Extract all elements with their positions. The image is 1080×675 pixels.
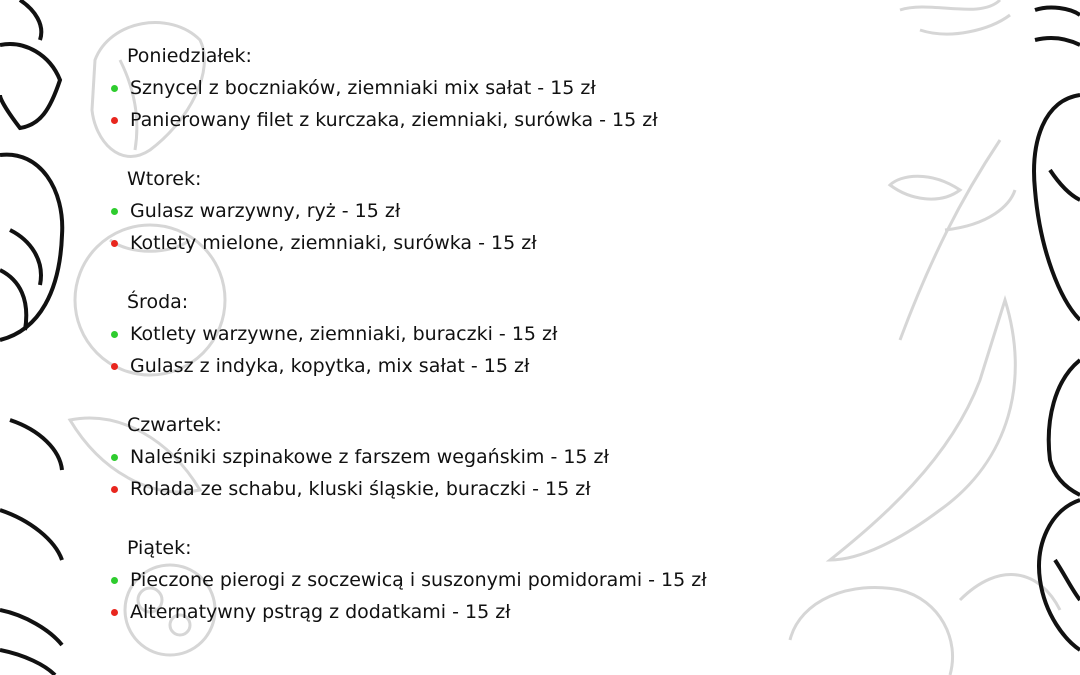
meat-bullet-icon — [111, 240, 118, 247]
day-monday — [111, 40, 871, 136]
day-title: Środa: — [127, 291, 189, 313]
weekly-lunch-menu — [111, 40, 871, 655]
tomato-sketch-icon — [0, 155, 62, 340]
dish-item — [111, 104, 871, 136]
dish-label: Pieczone pierogi z soczewicą i suszonymi pomidorami - 15 zł — [130, 569, 707, 591]
vegetarian-bullet-icon — [111, 577, 118, 584]
dish-item — [111, 441, 871, 473]
dish-label: Sznycel z boczniaków, ziemniaki mix sałat - 15 zł — [130, 77, 596, 99]
dish-item — [111, 227, 871, 259]
chili-pepper-sketch-icon — [1049, 360, 1080, 495]
day-title: Czwartek: — [127, 414, 222, 436]
day-tuesday — [111, 163, 871, 259]
garlic-sketch-icon — [0, 610, 62, 675]
pepper-sketch-icon — [1035, 8, 1080, 45]
dish-label: Rolada ze schabu, kluski śląskie, buraczki - 15 zł — [130, 478, 591, 500]
meat-bullet-icon — [111, 117, 118, 124]
vegetarian-bullet-icon — [111, 85, 118, 92]
dish-item — [111, 318, 871, 350]
dish-label: Naleśniki szpinakowe z farszem wegańskim - 15 zł — [130, 446, 609, 468]
mushroom-sketch-icon — [0, 0, 60, 128]
tomato-sketch-icon — [1034, 95, 1080, 320]
day-title: Poniedziałek: — [127, 45, 252, 67]
dish-label: Gulasz warzywny, ryż - 15 zł — [130, 200, 401, 222]
dish-label: Kotlety mielone, ziemniaki, surówka - 15 zł — [130, 232, 537, 254]
day-friday — [111, 532, 871, 628]
dish-label: Kotlety warzywne, ziemniaki, buraczki - 15 zł — [130, 323, 558, 345]
meat-bullet-icon — [111, 486, 118, 493]
dish-item — [111, 596, 871, 628]
dish-label: Panierowany filet z kurczaka, ziemniaki, surówka - 15 zł — [130, 109, 658, 131]
dish-item — [111, 350, 871, 382]
pepper-sketch-icon — [900, 0, 1010, 34]
dish-item — [111, 564, 871, 596]
dish-label: Gulasz z indyka, kopytka, mix sałat - 15 zł — [130, 355, 530, 377]
dish-label: Alternatywny pstrąg z dodatkami - 15 zł — [130, 601, 511, 623]
vegetarian-bullet-icon — [111, 208, 118, 215]
day-title: Piątek: — [127, 537, 192, 559]
garlic-sketch-icon — [1039, 500, 1080, 650]
day-title: Wtorek: — [127, 168, 202, 190]
meat-bullet-icon — [111, 363, 118, 370]
day-wednesday — [111, 286, 871, 382]
dish-item — [111, 72, 871, 104]
dish-item — [111, 473, 871, 505]
dish-item — [111, 195, 871, 227]
day-thursday — [111, 409, 871, 505]
herb-sprig-sketch-icon — [890, 140, 1015, 340]
meat-bullet-icon — [111, 609, 118, 616]
vegetarian-bullet-icon — [111, 454, 118, 461]
vegetarian-bullet-icon — [111, 331, 118, 338]
leaf-sketch-icon — [0, 420, 62, 560]
